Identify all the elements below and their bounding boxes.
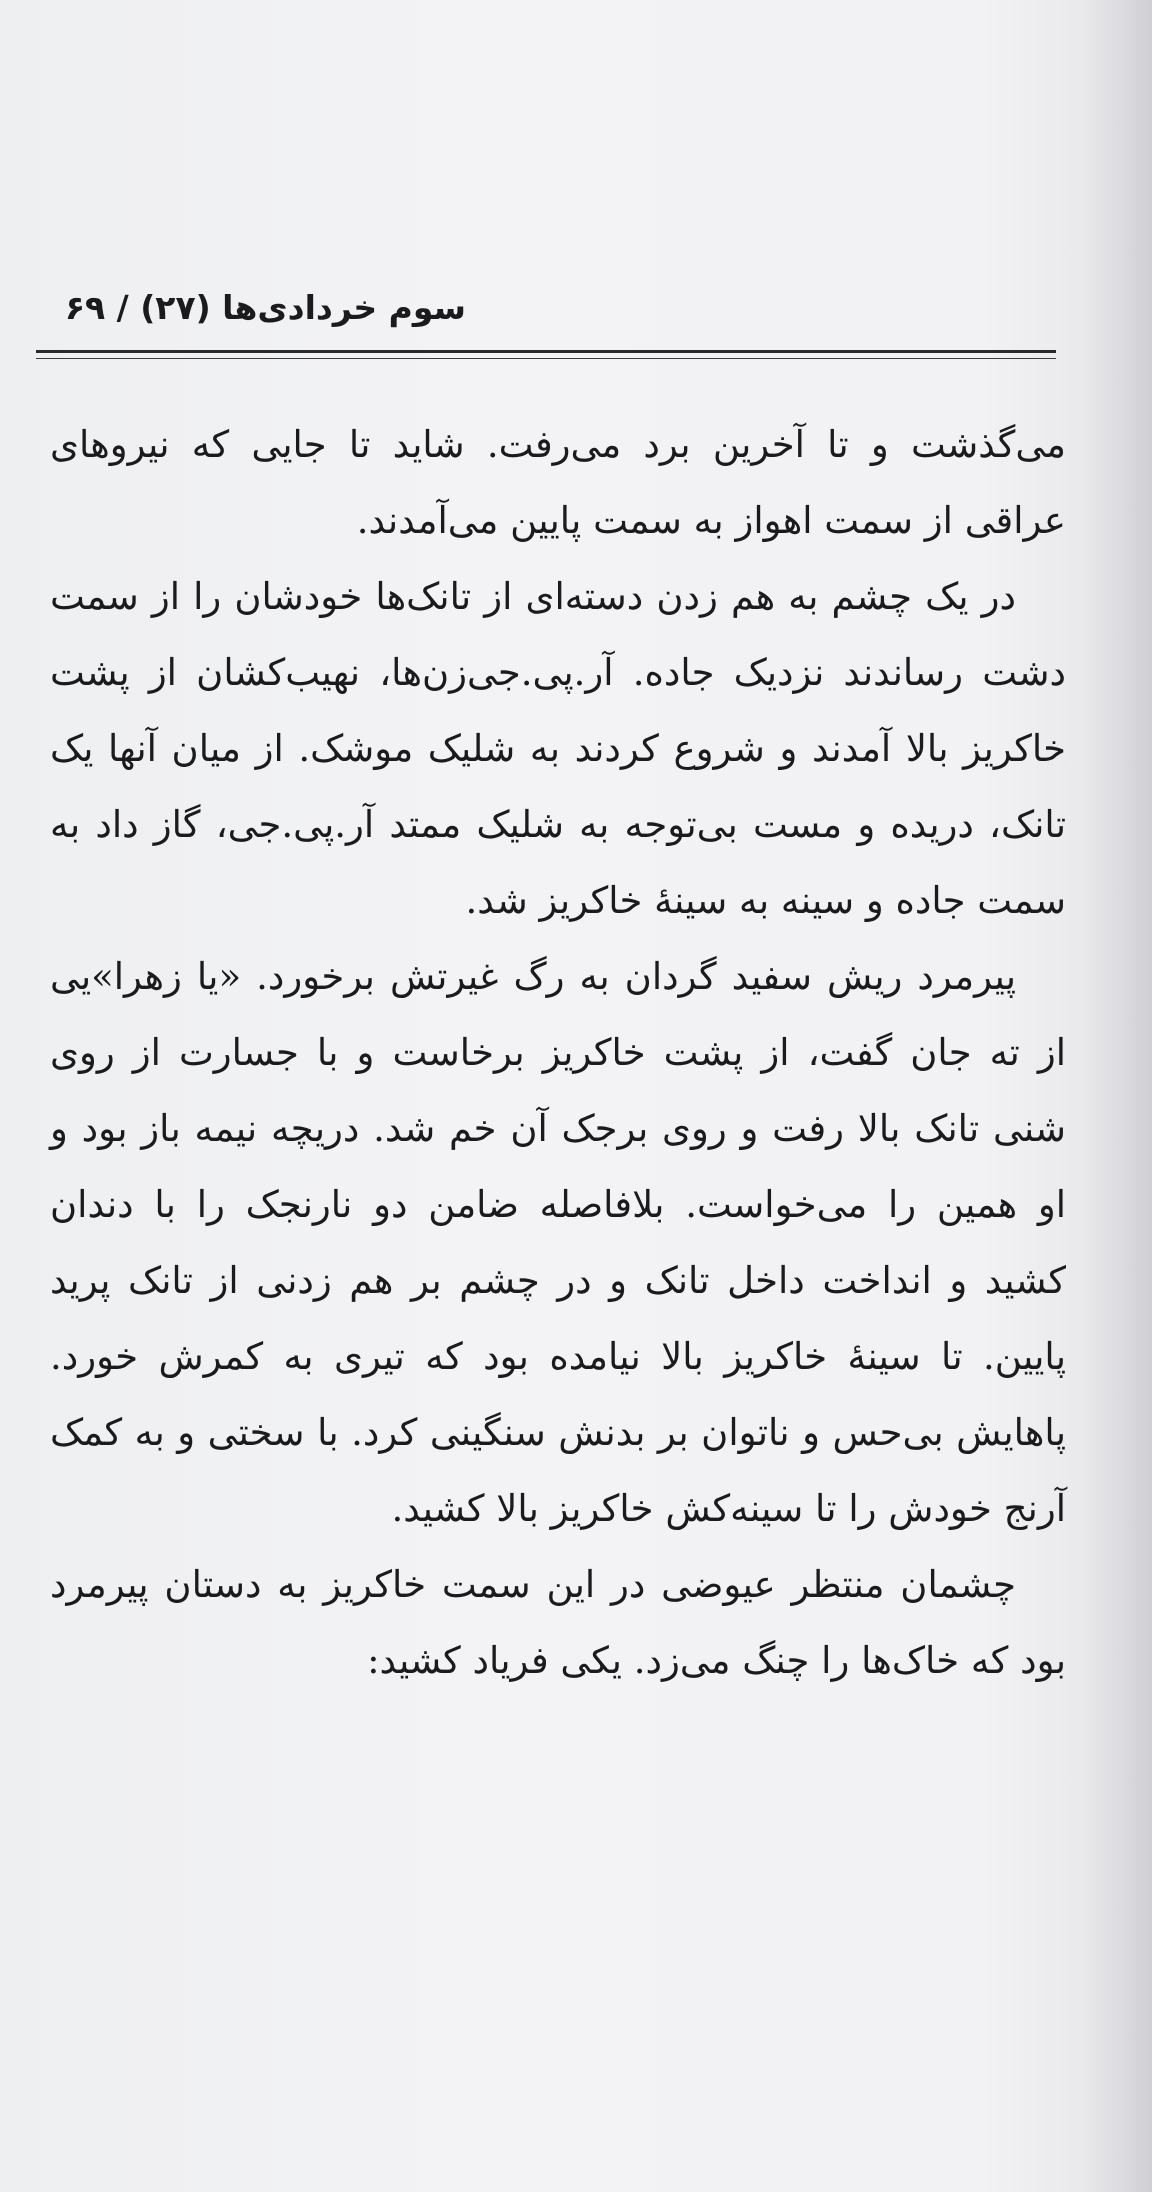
paragraph-3: پیرمرد ریش سفید گردان به رگ غیرتش برخورد. «یا زهرا»یی از ته جان گفت، از پشت خاکریز برخاست و با جسارت از روی شنی تانک بالا رفت و روی برجک آن خم شد. دریچه نیمه باز بود و او همین را می‌خواست. بلافاصله ضامن دو نارنجک را با دندان کشید و انداخت داخل تانک و در چشم بر هم زدنی از تانک پرید پایین. تا سینهٔ خاکریز بالا نیامده بود که تیری به کمرش خورد. پاهایش بی‌حس و ناتوان بر بدنش سنگینی کرد. با سختی و به کمک آرنج خودش را تا سینه‌کش خاکریز بالا کشید.: [50, 955, 1066, 1530]
header-rule-thin: [36, 358, 1056, 359]
page-header: [36, 282, 1056, 342]
running-title: سوم خردادی‌ها (۲۷) / ۶۹: [64, 288, 466, 327]
paragraph-4: چشمان منتظر عیوضی در این سمت خاکریز به دستان پیرمرد بود که خاک‌ها را چنگ می‌زد. یکی فریاد کشید:: [50, 1563, 1066, 1682]
gutter-shadow: [1082, 0, 1152, 2192]
paragraph-2: در یک چشم به هم زدن دسته‌ای از تانک‌ها خودشان را از سمت دشت رساندند نزدیک جاده. آر.پی.جی‌زن‌ها، نهیب‌کشان از پشت خاکریز بالا آمدند و شروع کردند به شلیک موشک. از میان آنها یک تانک، دریده و مست بی‌توجه به شلیک ممتد آر.پی.جی، گاز داد به سمت جاده و سینه به سینهٔ خاکریز شد.: [50, 575, 1066, 922]
header-rule-thick: [36, 350, 1056, 353]
paragraph-1: می‌گذشت و تا آخرین برد می‌رفت. شاید تا جایی که نیروهای عراقی از سمت اهواز به سمت پایین می‌آمدند.: [50, 423, 1066, 542]
body-text: [50, 407, 1066, 1699]
